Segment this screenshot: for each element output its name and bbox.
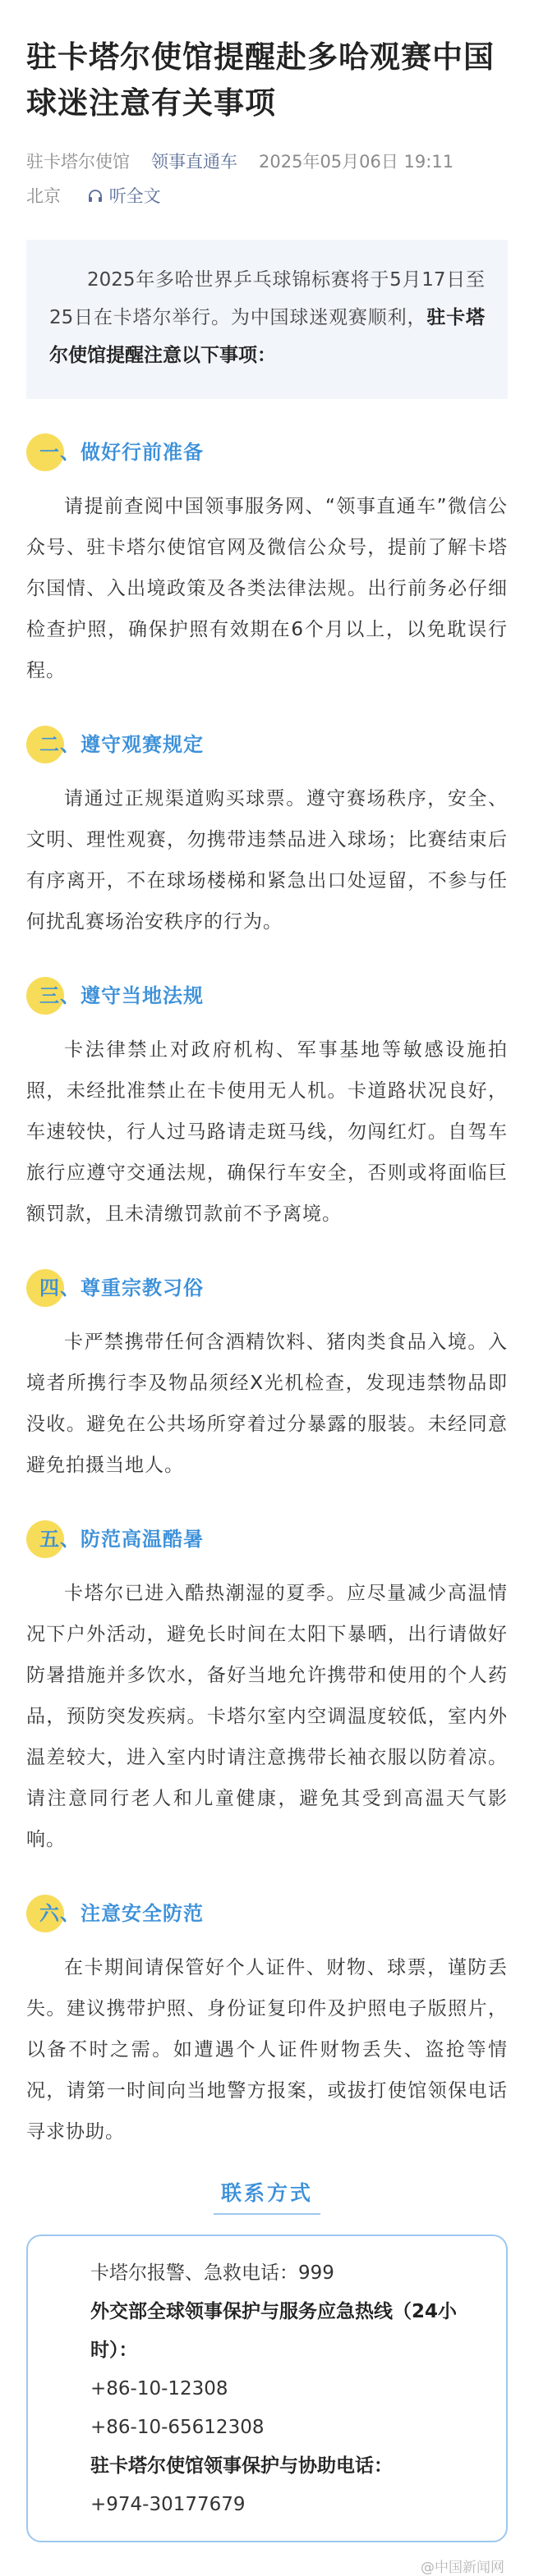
account-name[interactable]: 驻卡塔尔使馆: [26, 152, 130, 172]
contact-divider: [214, 2213, 320, 2215]
page-title: 驻卡塔尔使馆提醒赴多哈观赛中国球迷注意有关事项: [26, 39, 495, 121]
section-body: 卡塔尔已进入酷热潮湿的夏季。应尽量减少高温情况下户外活动，避免长时间在太阳下暴晒，出行请做好防暑措施并多饮水，备好当地允许携带和使用的个人药品，预防突发疾病。卡塔尔室内空调温度较低，室内外温差较大，进入室内时请注意携带长袖衣服以防着凉。请注意同行老人和儿童健康，避免其受到高温天气影响。: [26, 1583, 508, 1850]
listen-button[interactable]: [87, 186, 182, 206]
publish-datetime: 2025年05月06日 19:11: [259, 152, 454, 172]
contact-box: [26, 2235, 508, 2542]
publish-location: 北京: [26, 186, 61, 206]
section-title: 六、注意安全防范: [39, 1902, 204, 1925]
section-safety: [26, 1893, 508, 2152]
section-body: 卡严禁携带任何含酒精饮料、猪肉类食品入境。入境者所携行李及物品须经X光机检查，发现违禁物品即没收。避免在公共场所穿着过分暴露的服装。未经同意避免拍摄当地人。: [26, 1332, 508, 1476]
headphone-icon: [87, 188, 104, 204]
listen-label: 听全文: [108, 186, 161, 206]
section-body: 在卡期间请保管好个人证件、财物、球票，谨防丢失。建议携带护照、身份证复印件及护照电子版照片，以备不时之需。如遭遇个人证件财物丢失、盗抢等情况，请第一时间向当地警方报案，或拔打使馆领保电话寻求协助。: [26, 1957, 508, 2143]
intro-text: 2025年多哈世界乒乓球锦标赛将于5月17日至25日在卡塔尔举行。为中国球迷观赛顺利，: [49, 269, 485, 328]
section-body: 请提前查阅中国领事服务网、“领事直通车”微信公众号、驻卡塔尔使馆官网及微信公众号，提前了解卡塔尔国情、入出境政策及各类法律法规。出行前务必仔细检查护照，确保护照有效期在6个月以上，以免耽误行程。: [26, 496, 508, 681]
section-title: 一、做好行前准备: [39, 441, 204, 464]
section-viewing-rules: [26, 724, 508, 942]
section-title: 四、尊重宗教习俗: [39, 1277, 204, 1299]
section-local-laws: [26, 975, 508, 1235]
mfa-phone-1[interactable]: +86-10-12308: [90, 2378, 228, 2400]
section-title: 五、防范高温酷暑: [39, 1528, 204, 1551]
embassy-phone[interactable]: +974-30177679: [90, 2494, 246, 2515]
embassy-hotline-title: 驻卡塔尔使馆领事保护与协助电话：: [90, 2455, 393, 2477]
article-meta: [26, 144, 508, 213]
mfa-hotline-title: 外交部全球领事保护与服务应急热线（24小时）：: [90, 2301, 458, 2361]
section-title: 三、遵守当地法规: [39, 984, 204, 1007]
contact-heading: 联系方式: [220, 2181, 313, 2205]
channel-link[interactable]: 领事直通车: [151, 152, 237, 172]
mfa-phone-2[interactable]: +86-10-65612308: [90, 2417, 265, 2438]
police-line: 卡塔尔报警、急救电话：999: [90, 2262, 334, 2284]
section-preparation: [26, 432, 508, 691]
section-body: 卡法律禁止对政府机构、军事基地等敏感设施拍照，未经批准禁止在卡使用无人机。卡道路状况良好，车速较快，行人过马路请走斑马线，勿闯红灯。自驾车旅行应遵守交通法规，确保行车安全，否则或将面临巨额罚款，且未清缴罚款前不予离境。: [26, 1039, 508, 1225]
section-heat-protection: [26, 1519, 508, 1860]
section-title: 二、遵守观赛规定: [39, 733, 204, 756]
intro-bold-text: 驻卡塔尔使馆提醒注意以下事项：: [49, 307, 485, 366]
section-body: 请通过正规渠道购买球票。遵守赛场秩序，安全、文明、理性观赛，勿携带违禁品进入球场；比赛结束后有序离开，不在球场楼梯和紧急出口处逗留，不参与任何扰乱赛场治安秩序的行为。: [26, 788, 508, 933]
source-watermark: @中国新闻网: [421, 2560, 504, 2576]
section-religious-customs: [26, 1267, 508, 1486]
intro-box: [26, 240, 508, 399]
